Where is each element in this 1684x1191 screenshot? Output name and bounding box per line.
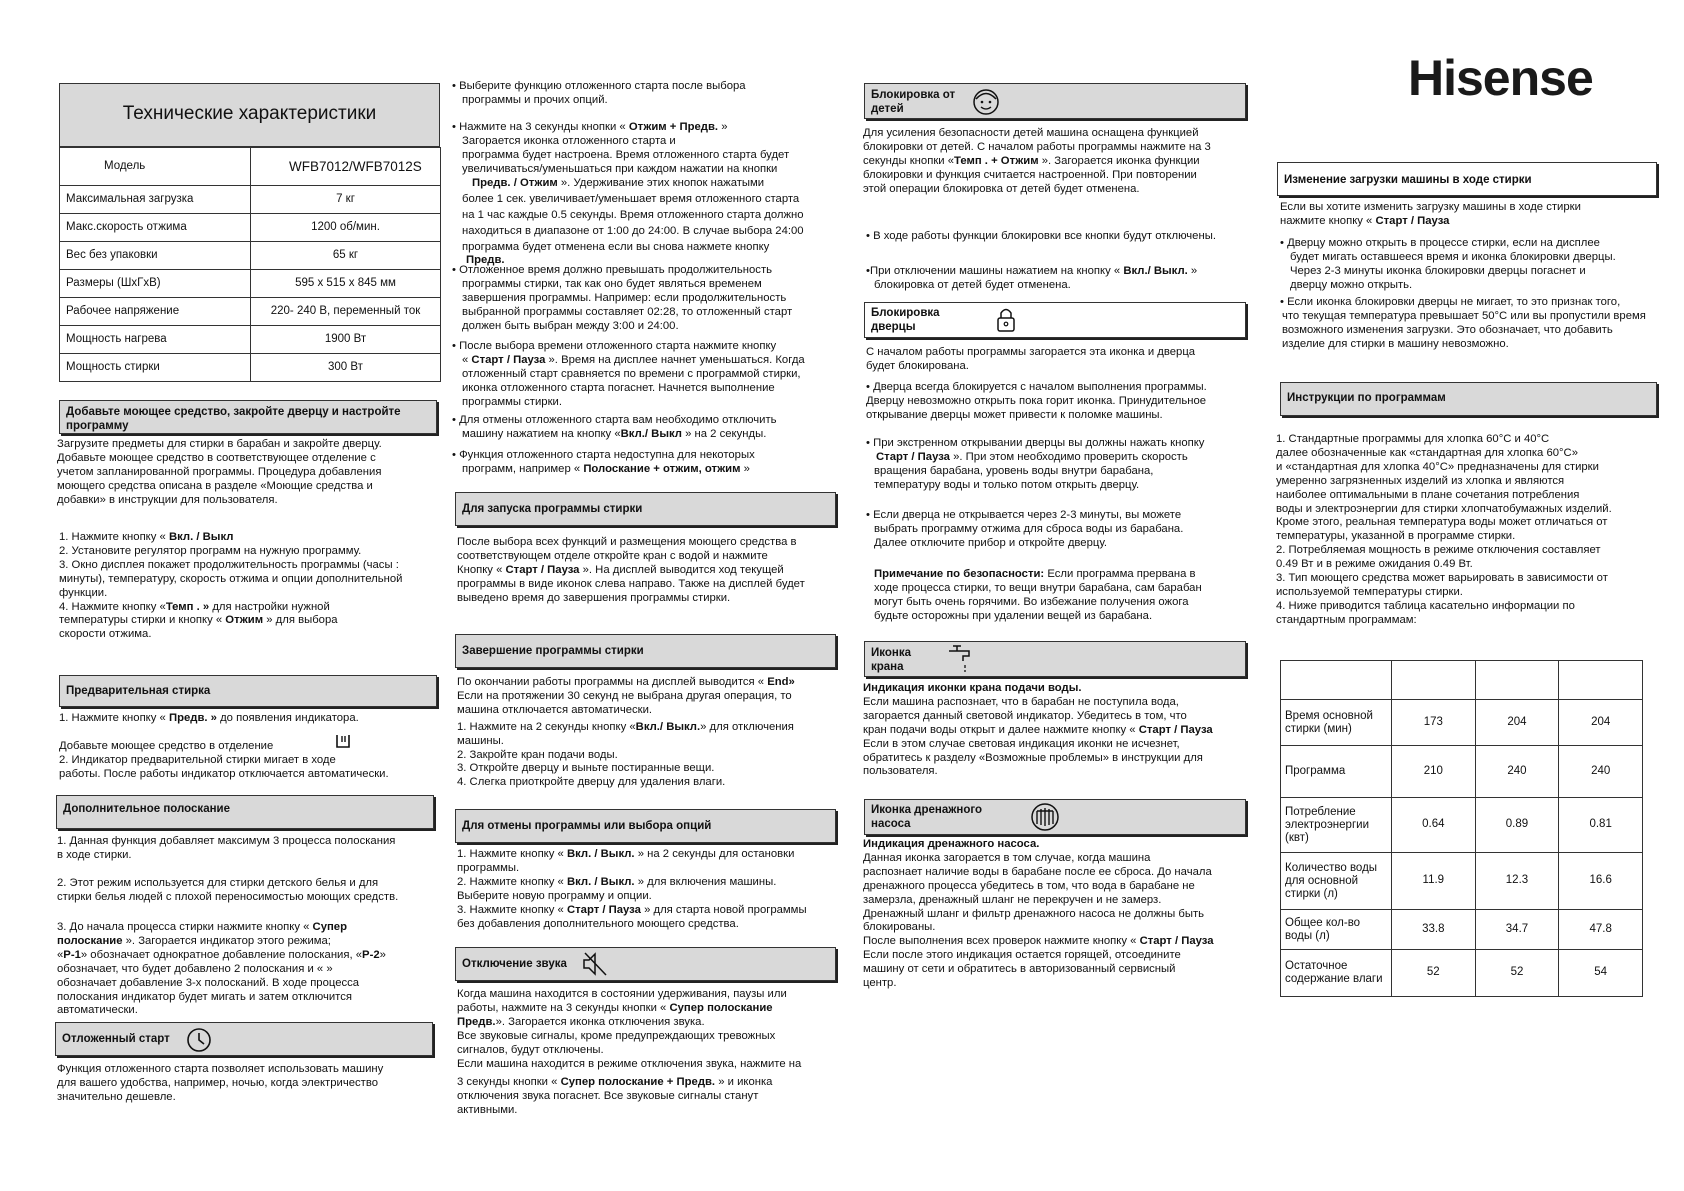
spec-value: WFB7012/WFB7012S [251,148,441,186]
drain-pump-icon [1029,802,1061,832]
program-row-value: 240 [1475,746,1559,798]
program-row-value: 47.8 [1559,910,1643,950]
program-table-row [1281,700,1643,746]
program-row-value: 52 [1391,950,1475,997]
delay-start-text: Функция отложенного старта позволяет использовать машину для вашего удобства, например, ночью, когда электричество значительно дешевле. [57,1063,384,1103]
program-row-value: 204 [1559,700,1643,746]
program-instructions-header: Инструкции по программам [1280,382,1657,416]
program-row-value: 240 [1559,746,1643,798]
program-table [1280,660,1643,997]
program-row-label: Программа [1281,746,1392,798]
program-table-row [1281,798,1643,853]
specs-title: Технические характеристики [122,103,377,124]
program-row-value: 210 [1391,746,1475,798]
prewash-text: 1. Нажмите кнопку « Предв. » до появления индикатора. [59,712,359,724]
spec-label: Макс.скорость отжима [60,214,251,242]
tap-icon-title: Иконка крана [871,647,911,673]
program-row-value: 204 [1475,700,1559,746]
prewash-text-2: 2. Индикатор предварительной стирки мигает в ходе работы. После работы индикатор отключается автоматически. [59,754,389,780]
program-row-value: 0.89 [1475,798,1559,853]
spec-value: 220- 240 В, переменный ток [251,298,441,326]
water-tap-icon [947,643,979,673]
child-lock-header [864,83,1246,119]
end-program-text: По окончании работы программы на дисплей выводится « End» Если на протяжении 30 секунд не выбрана другая операция, то машина отключается автоматически. 1. Нажмите на 2 секунды кнопку «Вкл./ Выкл.» для отключения машины. 2. Закройте кран подачи воды. 3. Откройте дверцу и выньте постиранные вещи. 4. Слегка приоткройте дверцу для удаления влаги. [457,676,795,789]
tap-icon-header [864,641,1246,677]
delay-bullets: • Выберите функцию отложенного старта после выбора программы и прочих опций. [452,80,746,106]
extra-rinse-text: 1. Данная функция добавляет максимум 3 процесса полоскания в ходе стирки. [57,835,396,861]
spec-value: 65 кг [251,242,441,270]
door-lock-text: С началом работы программы загорается эта иконка и дверца будет блокирована. [866,346,1196,372]
load-change-header: Изменение загрузки машины в ходе стирки [1277,162,1657,196]
specs-row [60,214,441,242]
program-row-value: 12.3 [1475,853,1559,910]
program-instructions-text: 1. Стандартные программы для хлопка 60°С и 40°С далее обозначенные как «стандартная для хлопка 60°С» и «стандартная для хлопка 40°С» предназначены для стирки умеренно загрязненных изделий из хлопка и являются наиболее оптимальными в плане сочетания потребления воды и электроэнергии для стирки хлопчатобумажных изделий. Кроме этого, реальная температура воды может отличаться от температуры, указанной в программе стирки. 2. Потребляемая мощность в режиме отключения составляет 0.49 Вт и в режиме ожидания 0.49 Вт. 3. Тип моющего средства может варьировать в зависимости от используемой температуры стирки. 4. Ниже приводится таблица касательно информации по стандартным программам: [1276,433,1612,626]
prewash-detergent-line: Добавьте моющее средство в отделение [59,740,274,752]
child-face-icon [970,86,1002,116]
specs-row [60,242,441,270]
specs-table [59,147,441,382]
detergent-steps: 1. Нажмите кнопку « Вкл. / Выкл 2. Установите регулятор программ на нужную программу. 3. Окно дисплея покажет продолжительность программы (часы : минуты), температуру, скорость отжима и опции дополнительной функции. 4. Нажмите кнопку «Темп . » для настройки нужной температуры стирки и кнопку « Отжим » для выбора скорости отжима. [59,531,403,641]
program-row-value: 52 [1475,950,1559,997]
cancel-program-header: Для отмены программы или выбора опций [455,809,836,843]
mute-icon [581,951,609,977]
spec-value: 300 Вт [251,354,441,382]
program-row-value: 16.6 [1559,853,1643,910]
delay-bullet-5: • Для отмены отложенного старта вам необходимо отключить машину нажатием на кнопку «Вкл./ Выкл » на 2 секунды. [452,414,777,440]
specs-row [60,298,441,326]
end-program-header: Завершение программы стирки [455,634,836,668]
spec-label: Модель [60,148,251,186]
program-row-value: 54 [1559,950,1643,997]
child-lock-title: Блокировка от детей [871,89,956,115]
detergent-drawer-icon [334,733,352,751]
specs-row [60,186,441,214]
extra-rinse-text-3: 3. До начала процесса стирки нажмите кнопку « Супер полоскание ». Загорается индикатор этого режима; «P-1» обозначает однократное добавление полоскания, «P-2» обозначает, что будет добавлено 2 полоскания и « » обозначает добавление 3-х полосканий. В ходе процесса полоскания индикатор будет мигать и затем отключится автоматически. [57,921,386,1017]
program-row-label: Общее кол-во воды (л) [1281,910,1392,950]
specs-row [60,354,441,382]
specs-row [60,326,441,354]
specs-row [60,148,441,186]
mute-title: Отключение звука [462,958,567,970]
load-change-bullet-1: • Дверцу можно открыть в процессе стирки, если на дисплее будет мигать оставшееся время и иконка блокировки дверцы. Через 2-3 минуты иконка блокировки дверцы погаснет и дверцу можно открыть. [1280,237,1616,291]
extra-rinse-header: Дополнительное полоскание [56,795,434,829]
prewash-header: Предварительная стирка [59,675,437,707]
door-lock-bullet-3: • Если дверца не открывается через 2-3 минуты, вы можете выбрать программу отжима для сброса воды из барабана. Далее отключите прибор и откройте дверцу. [866,509,1184,549]
cancel-program-text: 1. Нажмите кнопку « Вкл. / Выкл. » на 2 секунды для остановки программы. 2. Нажмите кнопку « Вкл. / Выкл. » для включения машины. Выберите новую программу и опции. 3. Нажмите кнопку « Старт / Пауза » для старта новой программы без добавления дополнительного моющего средства. [457,848,807,930]
spec-label: Мощность нагрева [60,326,251,354]
drain-pump-text: Индикация дренажного насоса. Данная иконка загорается в том случае, когда машина распознает наличие воды в барабане после ее сброса. До начала дренажного процесса убедитесь в том, что вода в барабане не замерзла, дренажный шланг не перекручен и не замерз. Дренажный шланг и фильтр дренажного насоса не должны быть блокированы. После выполнения всех проверок нажмите кнопку « Старт / Пауза Если после этого индикация остается горящей, отсоедините машину от сети и обратитесь в авторизованный сервисный центр. [863,838,1214,990]
extra-rinse-text-2: 2. Этот режим используется для стирки детского белья и для стирки белья людей с плохой переносимостью моющих средств. [57,877,399,903]
drain-pump-header [864,799,1246,835]
spec-label: Максимальная загрузка [60,186,251,214]
child-lock-bullet-1: • В ходе работы функции блокировки все кнопки будут отключены. [866,230,1216,242]
delay-start-header [55,1022,433,1056]
program-row-label: Потребление электроэнергии (квт) [1281,798,1392,853]
mute-text: Когда машина находится в состоянии удерживания, паузы или работы, нажмите на 3 секунды кнопки « Супер полоскание Предв.». Загорается иконка отключения звука. Все звуковые сигналы, кроме предупреждающих тревожных сигналов, будут отключены. Если машина находится в режиме отключения звука, нажмите на 3 секунды кнопки « Супер полоскание + Предв. » и иконка отключения звука погаснет. Все звуковые сигналы станут активными. [457,988,802,1117]
program-row-value: 34.7 [1475,910,1559,950]
child-lock-bullet-2: •При отключении машины нажатием на кнопку « Вкл./ Выкл. » блокировка от детей будет отменена. [866,265,1198,291]
delay-bullet-4: • После выбора времени отложенного старта нажмите кнопку « Старт / Пауза ». Время на дисплее начнет уменьшаться. Когда отложенный старт сравняется по времени с программой стирки, иконка отложенного старта погаснет. Начнется выполнение программы стирки. [452,340,805,408]
program-table-row [1281,746,1643,798]
spec-value: 1200 об/мин. [251,214,441,242]
program-table-row [1281,853,1643,910]
delay-bullet-6: • Функция отложенного старта недоступна для некоторых программ, например « Полоскание + отжим, отжим » [452,449,755,475]
door-lock-bullet-1: • Дверца всегда блокируется с началом выполнения программы. Дверцу невозможно открыть пока горит иконка. Принудительное открывание дверцы может привести к поломке машины. [866,381,1207,421]
spec-label: Рабочее напряжение [60,298,251,326]
spec-value: 7 кг [251,186,441,214]
spec-value: 1900 Вт [251,326,441,354]
delay-start-title: Отложенный старт [62,1033,170,1045]
start-program-header: Для запуска программы стирки [455,492,836,526]
door-lock-bullet-2: • При экстренном открывании дверцы вы должны нажать кнопку Старт / Пауза ». При этом необходимо проверить скорость вращения барабана, уровень воды внутри барабана, температуру воды и только потом открыть дверцу. [866,437,1205,491]
program-row-value: 33.8 [1391,910,1475,950]
program-table-row [1281,910,1643,950]
start-program-text: После выбора всех функций и размещения моющего средства в соответствующем отделе откройте кран с водой и нажмите Кнопку « Старт / Пауза ». На дисплей выводится ход текущей программы в виде иконок слева направо. Также на дисплей будет выведено время до завершения программы стирки. [457,536,805,604]
program-table-row [1281,950,1643,997]
program-row-value: 0.64 [1391,798,1475,853]
delay-bullet-3: • Отложенное время должно превышать продолжительность программы стирки, так как оно будет являться временем завершения программы. Например: если продолжительность выбранной программы составляет 02:28, то отложенный старт должен быть выбран между 3:00 и 24:00. [452,264,793,332]
spec-label: Вес без упаковки [60,242,251,270]
detergent-text: Загрузите предметы для стирки в барабан и закройте дверцу. Добавьте моющее средство в соответствующее отделение с учетом запланированной программы. Процедура добавления моющего средства описана в разделе «Моющие средства и добавки» в инструкции для пользователя. [57,438,382,506]
detergent-header: Добавьте моющее средство, закройте дверцу и настройте программу [59,400,437,434]
load-change-text: Если вы хотите изменить загрузку машины в ходе стирки нажмите кнопку « Старт / Пауза [1280,201,1581,227]
program-row-label: Остаточное содержание влаги [1281,950,1392,997]
program-row-label: Время основной стирки (мин) [1281,700,1392,746]
safety-note: Примечание по безопасности: Если программа прервана в ходе процесса стирки, то вещи внутри барабана, сам барабан могут быть очень горячими. Во избежание получения ожога будьте осторожны при удалении вещей из барабана. [874,568,1202,622]
program-row-label: Количество воды для основной стирки (л) [1281,853,1392,910]
program-table-head-row [1281,661,1643,700]
padlock-icon [995,306,1017,334]
spec-value: 595 x 515 x 845 мм [251,270,441,298]
load-change-bullet-2: • Если иконка блокировки дверцы не мигает, то это признак того, что текущая температура превышает 50°С или вы пропустили время возможного изменения загрузки. Это обозначает, что добавить изделие для стирки в машину невозможно. [1280,296,1646,350]
spec-label: Мощность стирки [60,354,251,382]
specs-row [60,270,441,298]
child-lock-text: Для усиления безопасности детей машина оснащена функцией блокировки от детей. С началом работы программы нажмите на 3 секунды кнопки «Темп . + Отжим ». Загорается иконка функции блокировки и функция считается настроенной. При повторении этой операции блокировка от детей будет отменена. [863,127,1211,195]
mute-header [455,947,836,981]
program-row-value: 0.81 [1559,798,1643,853]
door-lock-title: Блокировка дверцы [871,307,940,333]
delay-bullet-2: • Нажмите на 3 секунды кнопки « Отжим + Предв. » Загорается иконка отложенного старта и программа будет настроена. Время отложенного старта будет увеличиваться/уменьшаться при каждом нажатии на кнопки Предв. / Отжим ». Удерживание этих кнопок нажатыми более 1 сек. увеличивает/уменьшает время отложенного старта на 1 час каждые 0.5 секунды. Время отложенного старта должно находиться в диапазоне от 1:00 до 24:00. В случае выбора 24:00 программа будет отменена если вы снова нажмете кнопку Предв. [452,121,804,266]
door-lock-header [864,302,1246,338]
brand-logo: Hisense [1408,50,1593,106]
tap-icon-text: Индикация иконки крана подачи воды. Если машина распознает, что в барабан не поступила вода, загорается данный световой индикатор. Убедитесь в том, что кран подачи воды открыт и далее нажмите кнопку « Старт / Пауза Если в этом случае световая индикация иконки не исчезнет, обратитесь к разделу «Возможные проблемы» в инструкции для пользователя. [863,682,1213,778]
program-row-value: 11.9 [1391,853,1475,910]
drain-pump-title: Иконка дренажного насоса [871,804,983,830]
program-row-value: 173 [1391,700,1475,746]
clock-icon [186,1027,212,1053]
spec-label: Размеры (ШхГхВ) [60,270,251,298]
